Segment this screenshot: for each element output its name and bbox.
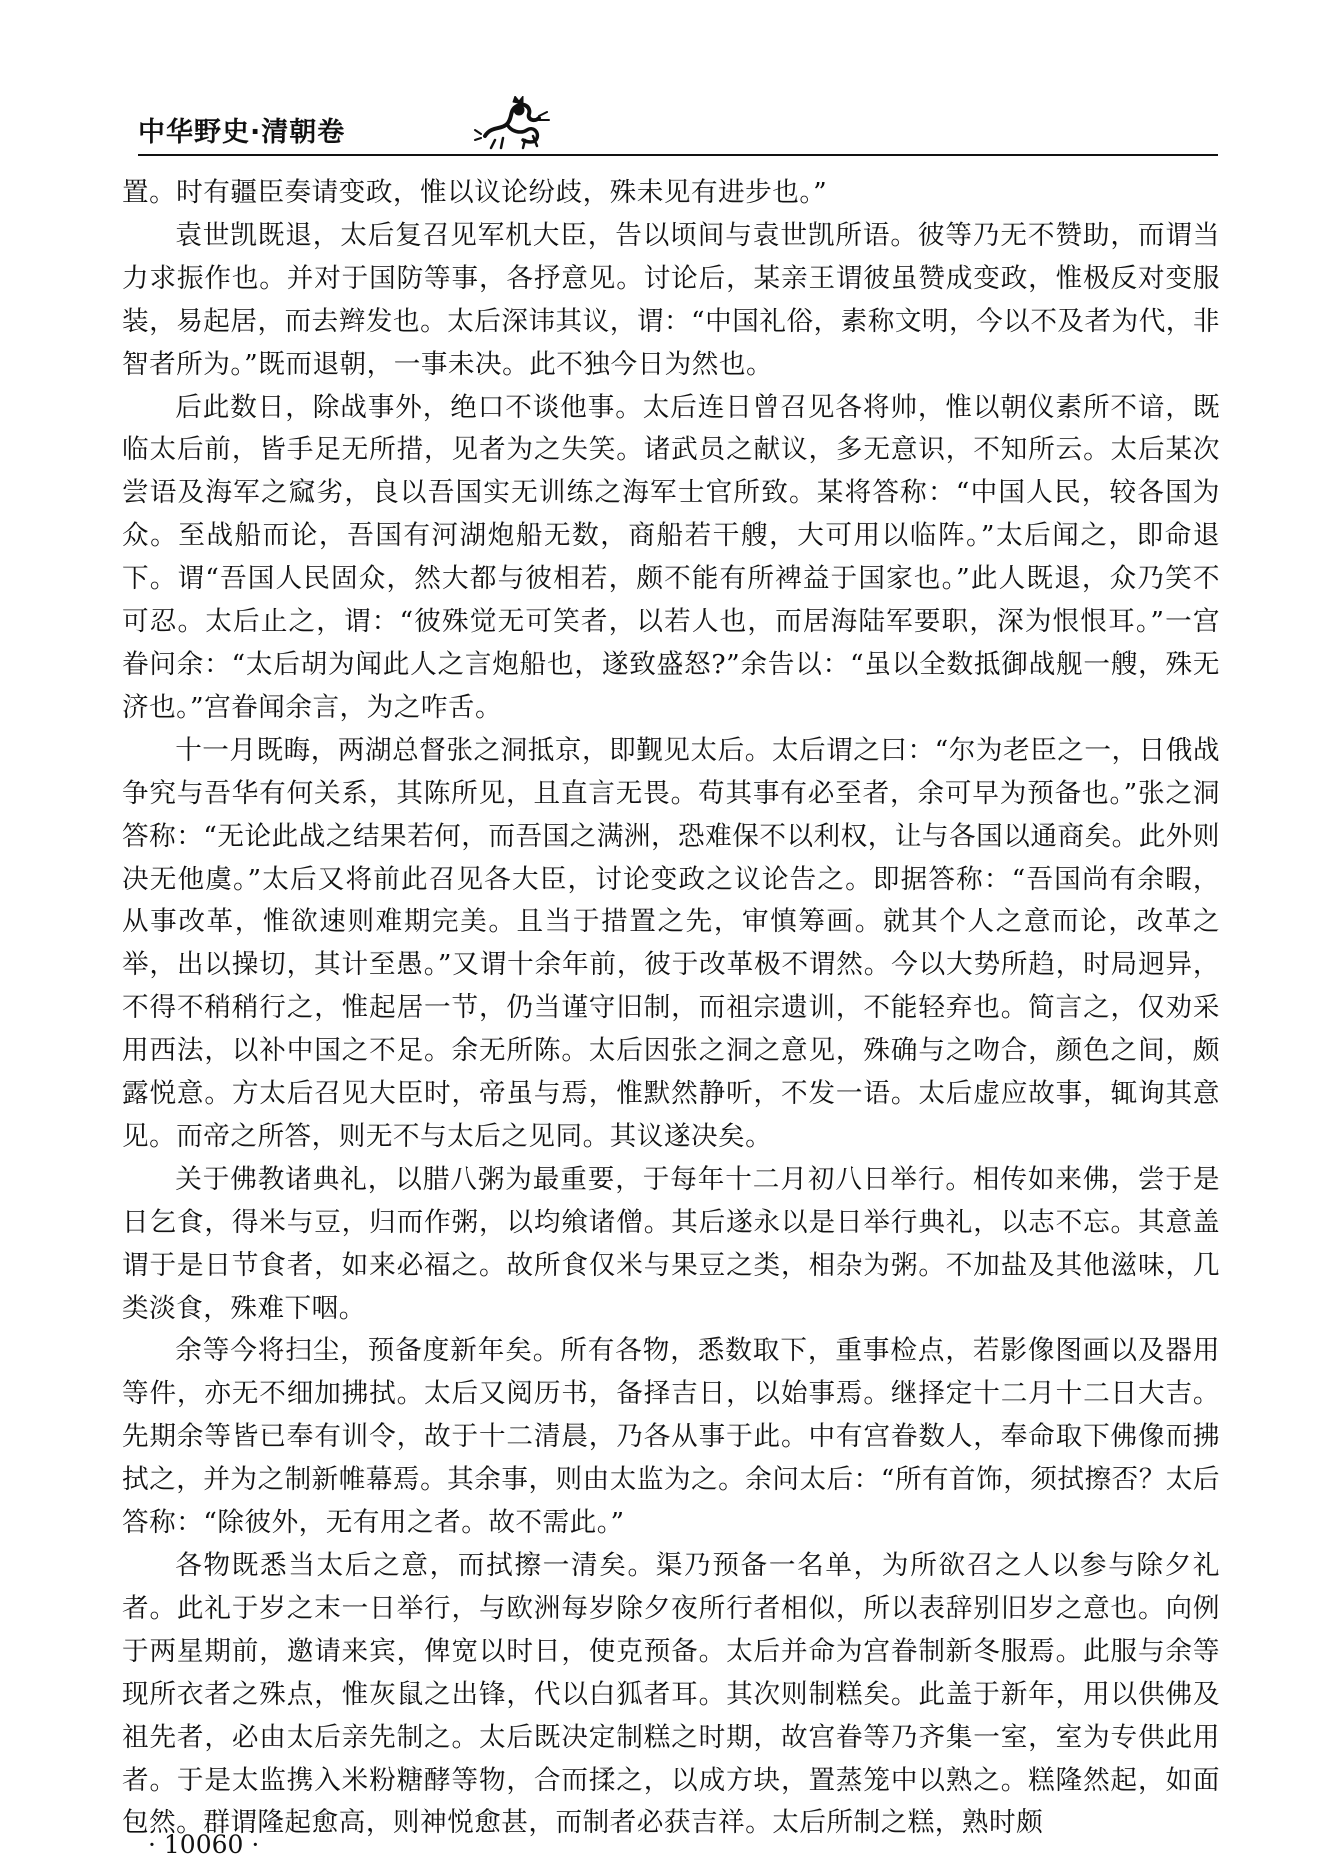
book-title: 中华野史·清朝卷 [138,117,346,148]
paragraph: 袁世凯既退，太后复召见军机大臣，告以顷间与袁世凯所语。彼等乃无不赞助，而谓当力求振作也。并对于国防等事，各抒意见。讨论后，某亲王谓彼虽赞成变政，惟极反对变服装，易起居，而去辫发也。太后深讳其议，谓：“中国礼俗，素称文明，今以不及者为代，非智者所为。”既而退朝，一事未决。此不独今日为然也。 [122,219,1220,380]
page-number: · 10060 · [148,1830,260,1859]
page-header [138,96,1218,156]
body-text [122,172,1220,1845]
paragraph: 十一月既晦，两湖总督张之洞抵京，即觐见太后。太后谓之曰：“尔为老臣之一，日俄战争究与吾华有何关系，其陈所见，且直言无畏。苟其事有必至者，余可早为预备也。”张之洞答称：“无论此战之结果若何，而吾国之满洲，恐难保不以利权，让与各国以通商矣。此外则决无他虞。”太后又将前此召见各大臣，讨论变政之议论告之。即据答称：“吾国尚有余暇，从事改革，惟欲速则难期完美。且当于措置之先，审慎筹画。就其个人之意而论，改革之举，出以操切，其计至愚。”又谓十余年前，彼于改革极不谓然。今以大势所趋，时局迥异，不得不稍稍行之，惟起居一节，仍当谨守旧制，而祖宗遗训，不能轻弃也。简言之，仅劝采用西法，以补中国之不足。余无所陈。太后因张之洞之意见，殊确与之吻合，颜色之间，颇露悦意。方太后召见大臣时，帝虽与焉，惟默然静听，不发一语。太后虚应故事，辄询其意见。而帝之所答，则无不与太后之见同。其议遂决矣。 [122,734,1220,1152]
paragraph: 余等今将扫尘，预备度新年矣。所有各物，悉数取下，重事检点，若影像图画以及器用等件，亦无不细加拂拭。太后又阅历书，备择吉日，以始事焉。继择定十二月十二日大吉。先期余等皆已奉有训令，故于十二清晨，乃各从事于此。中有宫眷数人，奉命取下佛像而拂拭之，并为之制新帷幕焉。其余事，则由太监为之。余问太后：“所有首饰，须拭擦否？太后答称：“除彼外，无有用之者。故不需此。” [122,1335,1220,1539]
paragraph: 后此数日，除战事外，绝口不谈他事。太后连日曾召见各将帅，惟以朝仪素所不谙，既临太后前，皆手足无所措，见者为之失笑。诸武员之献议，多无意识，不知所云。太后某次尝语及海军之窳劣，良以吾国实无训练之海军士官所致。某将答称：“中国人民，较各国为众。至战船而论，吾国有河湖炮船无数，商船若干艘，大可用以临阵。”太后闻之，即命退下。谓“吾国人民固众，然大都与彼相若，颇不能有所裨益于国家也。”此人既退，众乃笑不可忍。太后止之，谓：“彼殊觉无可笑者，以若人也，而居海陆军要职，深为恨恨耳。”一宫眷问余：“太后胡为闻此人之言炮船也，遂致盛怒?”余告以：“虽以全数抵御战舰一艘，殊无济也。”宫眷闻余言，为之咋舌。 [122,391,1220,723]
paragraph: 关于佛教诸典礼，以腊八粥为最重要，于每年十二月初八日举行。相传如来佛，尝于是日乞食，得米与豆，归而作粥，以均飨诸僧。其后遂永以是日举行典礼，以志不忘。其意盖谓于是日节食者，如来必福之。故所食仅米与果豆之类，相杂为粥。不加盐及其他滋味，几类淡食，殊难下咽。 [122,1163,1220,1324]
paragraph: 置。时有疆臣奏请变政，惟以议论纷歧，殊未见有进步也。” [122,177,828,208]
dragon-emblem-icon [473,96,553,152]
paragraph: 各物既悉当太后之意，而拭擦一清矣。渠乃预备一名单，为所欲召之人以参与除夕礼者。此礼于岁之末一日举行，与欧洲每岁除夕夜所行者相似，所以表辞别旧岁之意也。向例于两星期前，邀请来宾，俾宽以时日，使克预备。太后并命为宫眷制新冬服焉。此服与余等现所衣者之殊点，惟灰鼠之出锋，代以白狐者耳。其次则制糕矣。此盖于新年，用以供佛及祖先者，必由太后亲先制之。太后既决定制糕之时期，故宫眷等乃齐集一室，室为专供此用者。于是太监携入米粉糖酵等物，合而揉之，以成方块，置蒸笼中以熟之。糕隆然起，如面包然。群谓隆起愈高，则神悦愈甚，而制者必获吉祥。太后所制之糕，熟时颇 [122,1550,1220,1839]
header-divider [138,154,1218,156]
